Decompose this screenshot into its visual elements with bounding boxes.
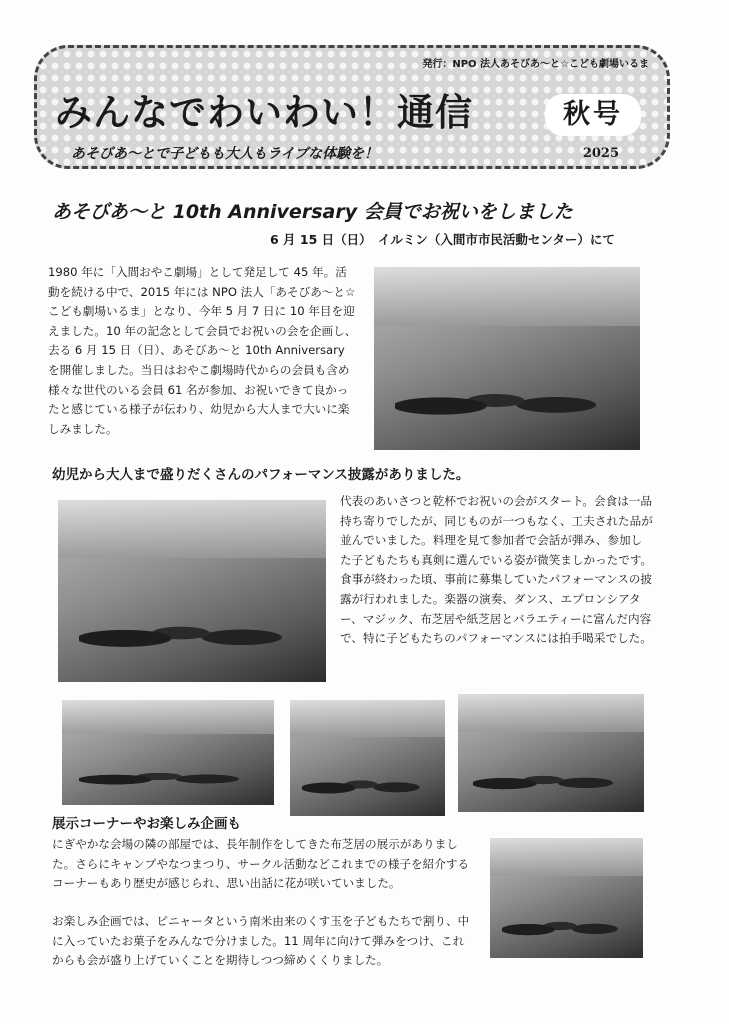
stage-performance-photo [58, 500, 326, 682]
pinata-paragraph: お楽しみ企画では、ピニャータという南米由来のくす玉を子どもたちで割り、中に入っていたお菓子をみんなで分けました。11 周年に向けて弾みをつけ、これからも会が盛り上げていくことを期待しつつ締めくくりました。 [52, 914, 470, 968]
event-date-place: 6 月 15 日（日） イルミン（入間市市民活動センター）にて [270, 232, 615, 247]
season-badge: 秋号 [545, 94, 641, 136]
exhibit-paragraph: にぎやかな会場の隣の部屋では、長年制作をしてきた布芝居の展示がありました。さらにキャンプやなつまつり、サークル活動などこれまでの様子を紹介するコーナーもあり歴史が感じられ、思い出話に花が咲いていました。 [52, 837, 470, 891]
magic-show-photo [62, 700, 274, 805]
party-hall-photo [374, 267, 640, 450]
issue-year: 2025 [582, 146, 619, 161]
publisher: 発行：NPO 法人あそびあ～と☆こども劇場いるま [422, 59, 649, 70]
newsletter-header [34, 45, 670, 169]
article-headline: あそびあ～と 10th Anniversary 会員でお祝いをしました [52, 201, 573, 223]
tagline: あそびあ～とで子どもも大人もライブな体験を！ [71, 146, 379, 162]
pinata-photo [490, 838, 643, 958]
intro-paragraph: 1980 年に「入間おやこ劇場」として発足して 45 年。活動を続ける中で、2015 年には NPO 法人「あそびあ～と☆こども劇場いるま」となり、今年 5 月 7 日に 10 年目を迎えました。10 年の記念として会員でお祝いの会を企画し、去る 6 月 15 日（日）、あそびあ～と 10th Anniversary を開催しました。当日はおやこ劇場時代からの会員も含め様々な世代のいる会員 61 名が参加、お祝いできて良かったと感じている様子が伝わり、幼児から大人まで大いに楽しみました。 [48, 265, 357, 436]
newsletter-title: みんなでわいわい！通信 [55, 91, 473, 134]
apron-theater-photo [458, 694, 644, 812]
food-table-photo [290, 700, 445, 816]
performance-subhead: 幼児から大人まで盛りだくさんのパフォーマンス披露がありました。 [52, 467, 470, 483]
exhibit-subhead: 展示コーナーやお楽しみ企画も [52, 816, 241, 832]
performance-paragraph: 代表のあいさつと乾杯でお祝いの会がスタート。会食は一品持ち寄りでしたが、同じものが一つもなく、工夫された品が並んでいました。料理を見て参加者で会話が弾み、参加した子どもたちも真剣に選んでいる姿が微笑ましかったです。食事が終わった頃、事前に募集していたパフォーマンスの披露が行われました。楽器の演奏、ダンス、エプロンシアター、マジック、布芝居や紙芝居とバラエティーに富んだ内容で、特に子どもたちのパフォーマンスには拍手喝采でした。 [340, 494, 653, 646]
